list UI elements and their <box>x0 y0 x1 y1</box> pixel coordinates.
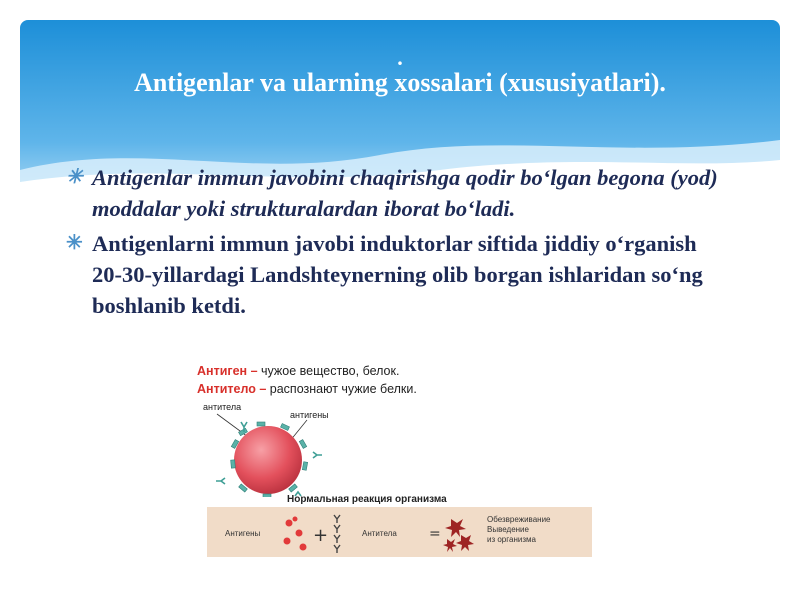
bullet-star-icon: ✳ <box>66 232 83 254</box>
figure-definition: чужое вещество, белок. <box>257 364 400 378</box>
bullet-text: Antigenlar immun javobini chaqirishga qodir bo‘lgan begona (yod) moddalar yoki strukturalardan iborat bo‘ladi. <box>92 165 718 221</box>
reaction-result <box>487 515 550 545</box>
slide-title: Antigenlar va ularning xossalari (xususiyatlari). <box>134 68 666 97</box>
figure-definition: распознают чужие белки. <box>266 382 417 396</box>
bullet-star-icon: ✳ <box>66 166 83 188</box>
antigen-cell <box>234 426 302 494</box>
reaction-antibodies-label: Антитела <box>362 529 397 538</box>
reaction-result-line: Обезвреживание <box>487 515 551 524</box>
equals-sign: = <box>429 526 441 542</box>
label-antigens: антигены <box>290 410 329 420</box>
figure-line-antibody <box>197 382 417 396</box>
reaction-antigens-label: Антигены <box>225 529 261 538</box>
reaction-result-line: Выведение <box>487 525 529 534</box>
figure-term: Антиген – <box>197 364 258 378</box>
cell-illustration <box>195 412 335 497</box>
bullet-item <box>66 228 726 321</box>
title-dot: . <box>397 45 403 70</box>
bullet-text: Antigenlarni immun javobi induktorlar siftida jiddiy o‘rganish 20-30-yillardagi Landshteynerning olib borgan ishlaridan so‘ng boshlanib ketdi. <box>92 231 703 318</box>
figure-line-antigen <box>197 364 399 378</box>
bullet-item <box>66 162 726 224</box>
figure-term: Антитело – <box>197 382 267 396</box>
bullet-list <box>66 162 726 325</box>
reaction-panel <box>207 507 592 557</box>
plus-sign: + <box>313 525 329 546</box>
reaction-result-line: из организма <box>487 535 536 544</box>
reaction-title: Нормальная реакция организма <box>287 494 447 505</box>
antigen-figure <box>195 362 595 562</box>
label-antibodies: антитела <box>203 402 242 412</box>
